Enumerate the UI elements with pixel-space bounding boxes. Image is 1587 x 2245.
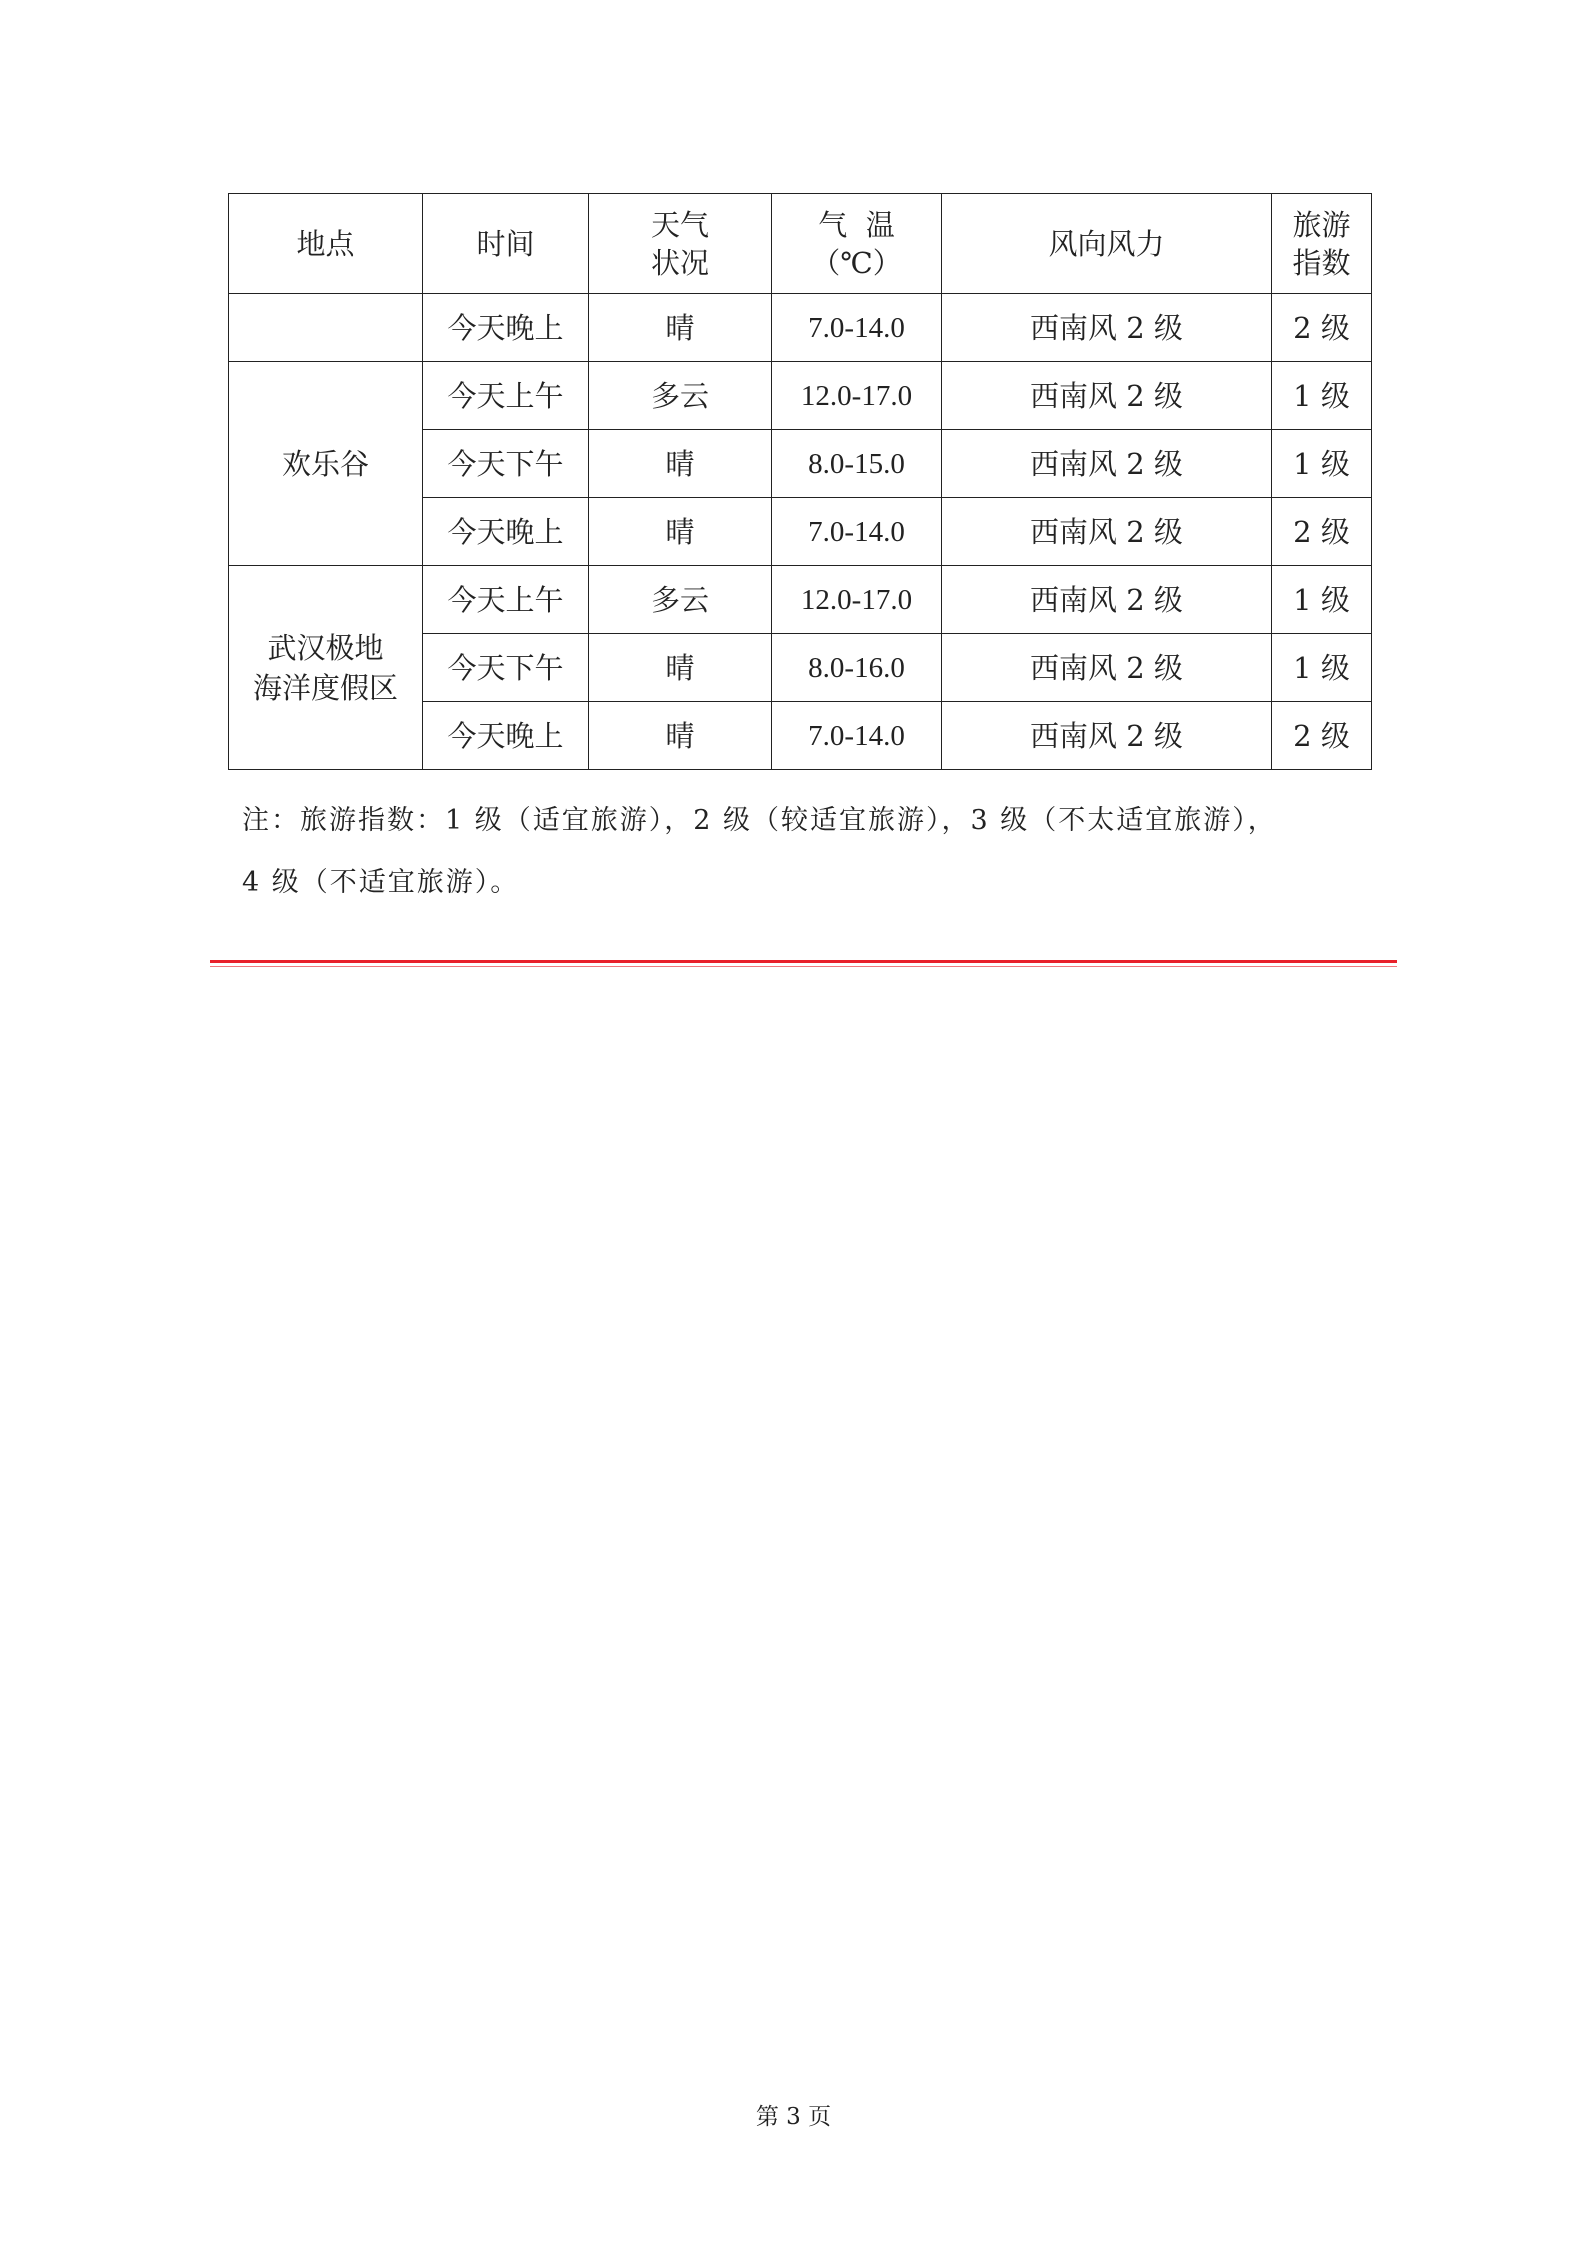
cell-temperature: 8.0-15.0 xyxy=(772,430,942,498)
cell-temperature: 7.0-14.0 xyxy=(772,498,942,566)
cell-weather: 晴 xyxy=(589,634,772,702)
note-line1: 注：旅游指数：1 级（适宜旅游），2 级（较适宜旅游），3 级（不太适宜旅游）， xyxy=(242,805,1277,836)
table-note xyxy=(242,790,1377,914)
cell-wind: 西南风 2 级 xyxy=(942,498,1272,566)
cell-time: 今天晚上 xyxy=(423,294,589,362)
header-index-line2: 指数 xyxy=(1292,245,1351,280)
cell-temperature: 7.0-14.0 xyxy=(772,294,942,362)
header-weather xyxy=(589,194,772,294)
header-temperature xyxy=(772,194,942,294)
cell-wind: 西南风 2 级 xyxy=(942,362,1272,430)
table-row xyxy=(229,294,1372,362)
cell-weather: 多云 xyxy=(589,566,772,634)
cell-location xyxy=(229,566,423,770)
header-temperature-line1: 气 温 xyxy=(818,207,895,242)
cell-weather: 晴 xyxy=(589,498,772,566)
cell-weather: 晴 xyxy=(589,294,772,362)
table-header-row xyxy=(229,194,1372,294)
cell-weather: 晴 xyxy=(589,702,772,770)
cell-travel-index: 1 级 xyxy=(1272,362,1372,430)
cell-temperature: 7.0-14.0 xyxy=(772,702,942,770)
cell-travel-index: 1 级 xyxy=(1272,430,1372,498)
page-number: 第 3 页 xyxy=(755,2104,832,2130)
cell-wind: 西南风 2 级 xyxy=(942,702,1272,770)
cell-wind: 西南风 2 级 xyxy=(942,294,1272,362)
red-divider-line xyxy=(210,960,1397,963)
note-line2: 4 级（不适宜旅游）。 xyxy=(242,867,520,898)
location-line2: 海洋度假区 xyxy=(252,670,398,705)
header-travel-index xyxy=(1272,194,1372,294)
cell-weather: 多云 xyxy=(589,362,772,430)
weather-table xyxy=(228,193,1372,770)
header-time: 时间 xyxy=(423,194,589,294)
cell-location xyxy=(229,294,423,362)
cell-time: 今天晚上 xyxy=(423,702,589,770)
cell-time: 今天上午 xyxy=(423,362,589,430)
cell-time: 今天下午 xyxy=(423,430,589,498)
cell-wind: 西南风 2 级 xyxy=(942,430,1272,498)
header-index-line1: 旅游 xyxy=(1292,207,1351,242)
header-weather-line1: 天气 xyxy=(650,207,709,242)
cell-temperature: 12.0-17.0 xyxy=(772,566,942,634)
cell-travel-index: 2 级 xyxy=(1272,498,1372,566)
location-line1: 武汉极地 xyxy=(267,630,384,665)
cell-time: 今天晚上 xyxy=(423,498,589,566)
cell-temperature: 8.0-16.0 xyxy=(772,634,942,702)
cell-weather: 晴 xyxy=(589,430,772,498)
cell-travel-index: 1 级 xyxy=(1272,566,1372,634)
header-temperature-line2: （℃） xyxy=(811,245,902,280)
table-row xyxy=(229,566,1372,634)
cell-travel-index: 2 级 xyxy=(1272,294,1372,362)
header-weather-line2: 状况 xyxy=(650,245,709,280)
cell-travel-index: 1 级 xyxy=(1272,634,1372,702)
cell-time: 今天上午 xyxy=(423,566,589,634)
cell-wind: 西南风 2 级 xyxy=(942,634,1272,702)
cell-travel-index: 2 级 xyxy=(1272,702,1372,770)
cell-location: 欢乐谷 xyxy=(229,362,423,566)
table-row xyxy=(229,362,1372,430)
header-wind: 风向风力 xyxy=(942,194,1272,294)
cell-temperature: 12.0-17.0 xyxy=(772,362,942,430)
red-divider-line-thin xyxy=(210,966,1397,967)
header-location: 地点 xyxy=(229,194,423,294)
cell-time: 今天下午 xyxy=(423,634,589,702)
cell-wind: 西南风 2 级 xyxy=(942,566,1272,634)
